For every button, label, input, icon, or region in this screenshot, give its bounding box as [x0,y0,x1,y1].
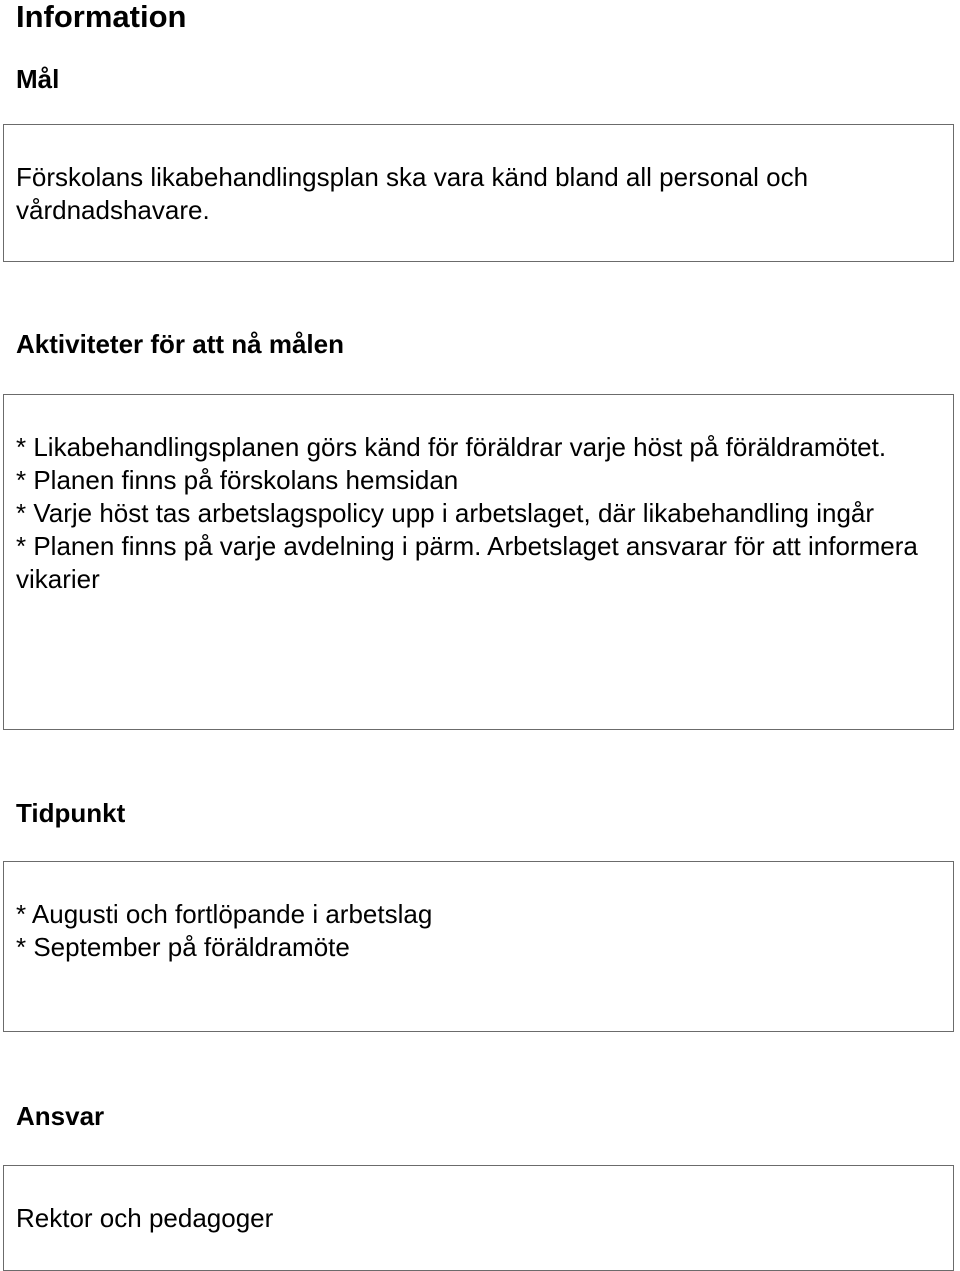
page-title: Information [16,0,187,34]
section-heading-ansvar: Ansvar [16,1101,105,1131]
section-heading-mal: Mål [16,64,60,94]
section-box-aktiviteter [3,394,954,730]
section-box-ansvar [3,1165,954,1271]
section-heading-tidpunkt: Tidpunkt [16,798,126,828]
section-text-aktiviteter: * Likabehandlingsplanen görs känd för föräldrar varje höst på föräldramötet. * Planen finns på förskolans hemsidan * Varje höst tas arbetslagspolicy upp i arbetslaget, där likabehandling ingår * Planen finns på varje avdelning i pärm. Arbetslaget ansvarar för att informera vikarier [16,432,918,594]
section-box-tidpunkt [3,861,954,1032]
section-text-ansvar: Rektor och pedagoger [16,1203,274,1233]
section-text-tidpunkt: * Augusti och fortlöpande i arbetslag * September på föräldramöte [16,899,433,962]
section-box-mal [3,124,954,262]
section-heading-aktiviteter: Aktiviteter för att nå målen [16,329,344,359]
section-text-mal: Förskolans likabehandlingsplan ska vara känd bland all personal och vårdnadshavare. [16,162,809,225]
